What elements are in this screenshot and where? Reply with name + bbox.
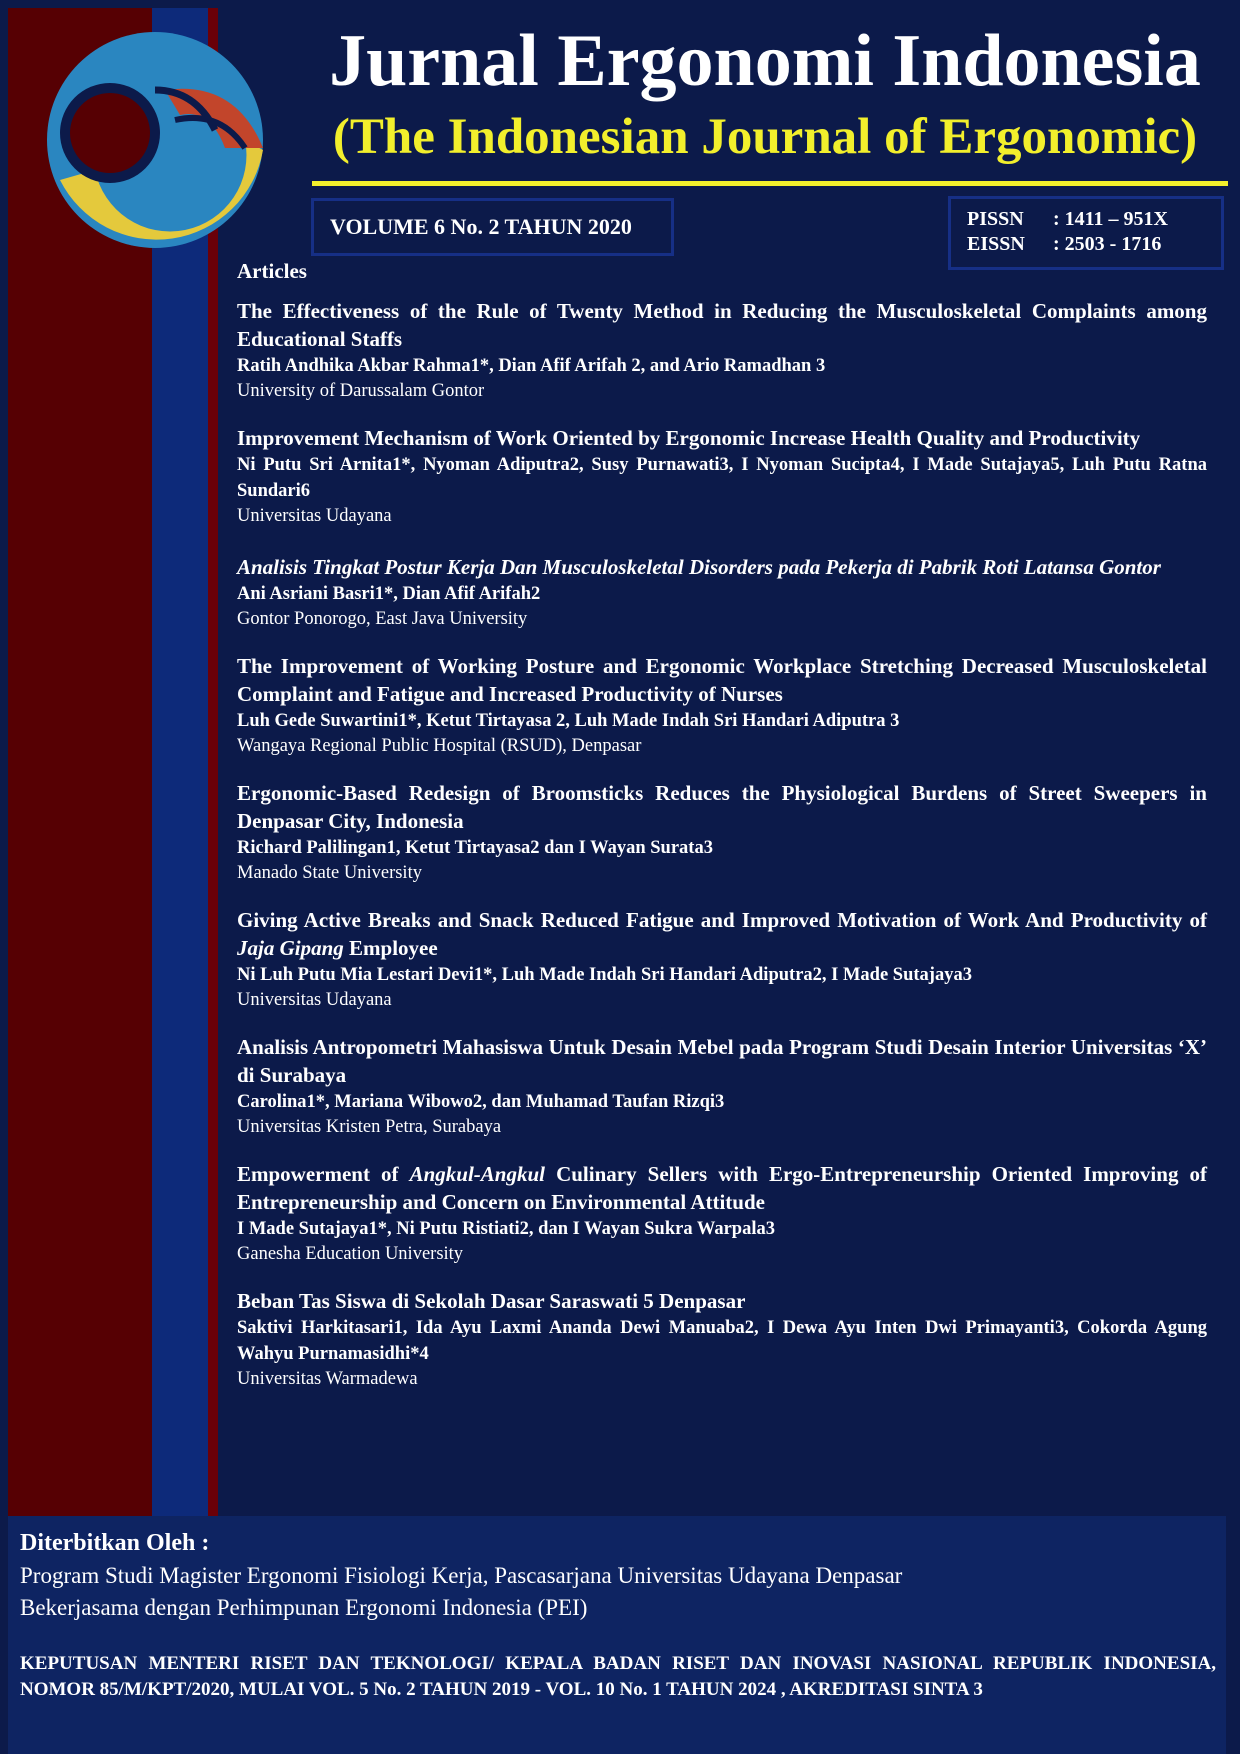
article-authors: Luh Gede Suwartini1*, Ketut Tirtayasa 2, Luh Made Indah Sri Handari Adiputra 3 [237, 711, 900, 731]
article-list [237, 297, 1207, 1392]
article-title: Ergonomic-Based Redesign of Broomsticks Reduces the Physiological Burdens of Street Sweepers in Denpasar City, Indonesia [237, 781, 1207, 833]
issn-box [948, 196, 1224, 270]
article-title: The Effectiveness of the Rule of Twenty Method in Reducing the Musculoskeletal Complaints among Educational Staffs [237, 299, 1207, 351]
article-authors: Ani Asriani Basri1*, Dian Afif Arifah2 [237, 584, 541, 604]
article-title: The Improvement of Working Posture and Ergonomic Workplace Stretching Decreased Musculoskeletal Complaint and Fatigue and Increased Productivity of Nurses [237, 654, 1207, 706]
article-title: Analisis Tingkat Postur Kerja Dan Musculoskeletal Disorders pada Pekerja di Pabrik Roti Latansa Gontor [237, 555, 1161, 579]
article-item [237, 1033, 1207, 1140]
article-title-part: Giving Active Breaks and Snack Reduced Fatigue and Improved Motivation of Work And Productivity of [237, 908, 1207, 932]
articles-heading: Articles [237, 259, 307, 283]
article-affiliation: Wangaya Regional Public Hospital (RSUD), Denpasar [237, 736, 642, 756]
accreditation-decree: KEPUTUSAN MENTERI RISET DAN TEKNOLOGI/ KEPALA BADAN RISET DAN INOVASI NASIONAL REPUBLIK INDONESIA, NOMOR 85/M/KPT/2020, MULAI VOL. 5 No. 2 TAHUN 2019 - VOL. 10 No. 1 TAHUN 2024 , AKREDITASI SINTA 3 [20, 1653, 1216, 1700]
article-affiliation: Gontor Ponorogo, East Java University [237, 609, 528, 629]
article-authors: Richard Palilingan1, Ketut Tirtayasa2 dan I Wayan Surata3 [237, 838, 713, 858]
pissn-label: PISSN [967, 208, 1024, 230]
article-affiliation: University of Darussalam Gontor [237, 381, 485, 401]
article-item [237, 1287, 1207, 1392]
article-authors: I Made Sutajaya1*, Ni Putu Ristiati2, dan I Wayan Sukra Warpala3 [237, 1219, 775, 1239]
article-title [237, 906, 1207, 962]
eissn-value: : 2503 - 1716 [1053, 233, 1162, 255]
title-underline [312, 181, 1228, 186]
article-title-part: Employee [343, 936, 438, 960]
article-item [237, 297, 1207, 404]
volume-label: VOLUME 6 No. 2 TAHUN 2020 [330, 214, 632, 239]
pissn-value: : 1411 – 951X [1053, 208, 1168, 230]
article-item [237, 779, 1207, 886]
publisher-footer [8, 1516, 1226, 1754]
article-item [237, 553, 1207, 632]
article-affiliation: Ganesha Education University [237, 1244, 464, 1264]
journal-title: Jurnal Ergonomi Indonesia [329, 20, 1201, 102]
article-affiliation: Manado State University [237, 863, 422, 883]
journal-logo-icon [45, 30, 265, 250]
article-authors: Carolina1*, Mariana Wibowo2, dan Muhamad Taufan Rizqi3 [237, 1092, 725, 1112]
article-title [237, 1160, 1207, 1216]
journal-subtitle: (The Indonesian Journal of Ergonomic) [332, 109, 1198, 165]
article-title-part: Culinary Sellers with Ergo-Entrepreneurship Oriented Improving of Entrepreneurship and Concern on Environmental Attitude [237, 1162, 1208, 1214]
article-title: Beban Tas Siswa di Sekolah Dasar Saraswati 5 Denpasar [237, 1289, 746, 1313]
article-affiliation: Universitas Kristen Petra, Surabaya [237, 1117, 502, 1137]
article-affiliation: Universitas Udayana [237, 990, 392, 1010]
publisher-line: Program Studi Magister Ergonomi Fisiologi Kerja, Pascasarjana Universitas Udayana Denpasar [20, 1563, 903, 1588]
article-authors: Ni Putu Sri Arnita1*, Nyoman Adiputra2, Susy Purnawati3, I Nyoman Sucipta4, I Made Sutajaya5, Luh Putu Ratna Sundari6 [237, 455, 1207, 501]
article-title-emphasis: Angkul-Angkul [409, 1162, 546, 1186]
publisher-heading: Diterbitkan Oleh : [20, 1530, 210, 1556]
article-affiliation: Universitas Udayana [237, 506, 392, 526]
article-authors: Ratih Andhika Akbar Rahma1*, Dian Afif Arifah 2, and Ario Ramadhan 3 [237, 356, 826, 376]
article-affiliation: Universitas Warmadewa [237, 1369, 418, 1389]
volume-box [311, 198, 674, 256]
article-title-emphasis: Jaja Gipang [237, 936, 344, 960]
article-authors: Saktivi Harkitasari1, Ida Ayu Laxmi Ananda Dewi Manuaba2, I Dewa Ayu Inten Dwi Primayanti3, Cokorda Agung Wahyu Purnamasidhi*4 [237, 1318, 1207, 1364]
publisher-line: Bekerjasama dengan Perhimpunan Ergonomi Indonesia (PEI) [20, 1595, 588, 1620]
article-title: Improvement Mechanism of Work Oriented by Ergonomic Increase Health Quality and Productivity [237, 426, 1141, 450]
pissn-row [967, 207, 1221, 232]
article-title: Analisis Antropometri Mahasiswa Untuk Desain Mebel pada Program Studi Desain Interior Universitas ‘X’ di Surabaya [237, 1035, 1207, 1087]
eissn-label: EISSN [967, 233, 1025, 255]
article-item [237, 424, 1207, 529]
article-authors: Ni Luh Putu Mia Lestari Devi1*, Luh Made Indah Sri Handari Adiputra2, I Made Sutajaya3 [237, 965, 972, 985]
article-item [237, 652, 1207, 759]
eissn-row [967, 232, 1221, 257]
article-item [237, 1160, 1207, 1267]
article-title-part: Empowerment of [237, 1162, 410, 1186]
article-item [237, 906, 1207, 1013]
